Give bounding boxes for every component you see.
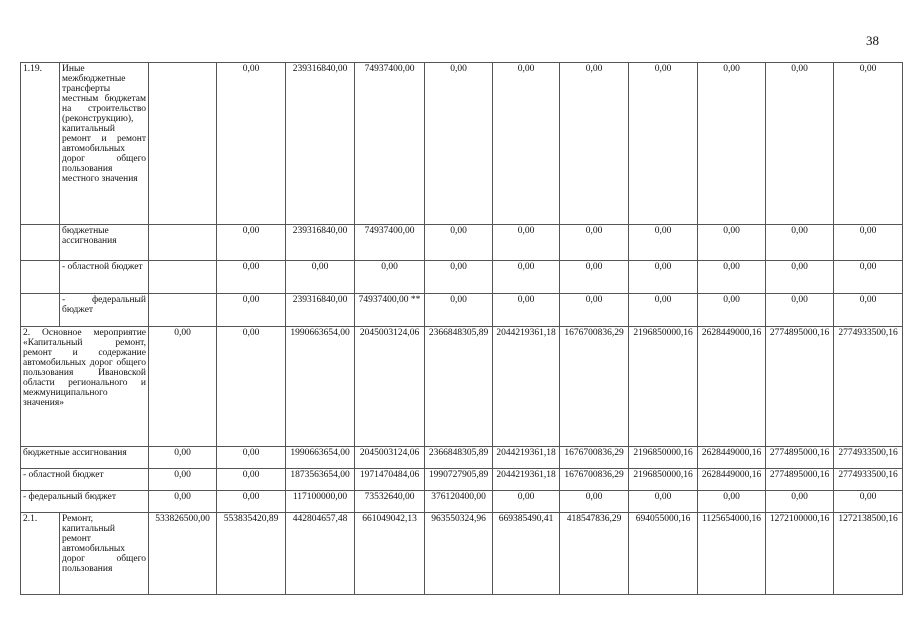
value-cell: 1272100000,16 <box>766 513 834 595</box>
value-cell: 0,00 <box>560 261 629 294</box>
value-cell: 1971470484,06 <box>355 469 425 491</box>
value-cell: 0,00 <box>493 261 560 294</box>
value-cell: 2044219361,18 <box>493 469 560 491</box>
table-row <box>21 261 903 294</box>
value-cell: 2628449000,16 <box>698 469 766 491</box>
value-cell: 533826500,00 <box>149 513 217 595</box>
value-cell: 442804657,48 <box>286 513 355 595</box>
row-heading: - федеральный бюджет <box>21 491 149 513</box>
value-cell: 418547836,29 <box>560 513 629 595</box>
row-heading: - областной бюджет <box>21 469 149 491</box>
value-cell: 74937400,00 <box>355 63 425 225</box>
value-cell: 0,00 <box>834 491 903 513</box>
value-cell: 1125654000,16 <box>698 513 766 595</box>
value-cell: 2045003124,06 <box>355 327 425 447</box>
value-cell <box>149 225 217 261</box>
value-cell: 0,00 <box>217 294 286 327</box>
value-cell: 73532640,00 <box>355 491 425 513</box>
value-cell: 0,00 <box>698 225 766 261</box>
value-cell: 2196850000,16 <box>629 469 698 491</box>
table-row <box>21 294 903 327</box>
row-number: 1.19. <box>21 63 60 225</box>
value-cell: 0,00 <box>217 447 286 469</box>
value-cell: 0,00 <box>560 225 629 261</box>
value-cell: 2774895000,16 <box>766 447 834 469</box>
value-cell: 1990663654,00 <box>286 447 355 469</box>
value-cell: 0,00 <box>217 469 286 491</box>
row-name: - областной бюджет <box>60 261 149 294</box>
value-cell: 2774895000,16 <box>766 469 834 491</box>
value-cell: 0,00 <box>834 294 903 327</box>
value-cell: 0,00 <box>425 225 493 261</box>
value-cell: 0,00 <box>834 261 903 294</box>
row-heading: 2. Основное мероприятие «Капитальный ремонт, ремонт и содержание автомобильных дорог общего пользования Ивановской области регионального и межмуниципального значения» <box>21 327 149 447</box>
value-cell: 74937400,00 <box>355 225 425 261</box>
value-cell: 0,00 <box>766 63 834 225</box>
value-cell: 0,00 <box>834 225 903 261</box>
value-cell: 0,00 <box>629 63 698 225</box>
value-cell: 553835420,89 <box>217 513 286 595</box>
value-cell: 2628449000,16 <box>698 327 766 447</box>
value-cell: 0,00 <box>286 261 355 294</box>
value-cell: 0,00 <box>217 327 286 447</box>
value-cell: 0,00 <box>217 261 286 294</box>
table-row <box>21 469 903 491</box>
value-cell: 117100000,00 <box>286 491 355 513</box>
value-cell: 1873563654,00 <box>286 469 355 491</box>
table-row <box>21 513 903 595</box>
value-cell: 0,00 <box>629 261 698 294</box>
value-cell: 0,00 <box>217 491 286 513</box>
value-cell: 1990727905,89 <box>425 469 493 491</box>
row-name: Иные межбюджетные трансферты местным бюджетам на строительство (реконструкцию), капитальный ремонт и ремонт автомобильных дорог общего пользования местного значения <box>60 63 149 225</box>
value-cell: 0,00 <box>629 491 698 513</box>
value-cell: 2774933500,16 <box>834 327 903 447</box>
row-name: - федеральный бюджет <box>60 294 149 327</box>
table-row <box>21 447 903 469</box>
value-cell: 1272138500,16 <box>834 513 903 595</box>
value-cell: 0,00 <box>149 327 217 447</box>
value-cell: 0,00 <box>698 294 766 327</box>
page-number: 38 <box>866 33 879 48</box>
value-cell <box>149 294 217 327</box>
value-cell <box>149 261 217 294</box>
value-cell: 0,00 <box>355 261 425 294</box>
value-cell: 0,00 <box>560 294 629 327</box>
value-cell: 2196850000,16 <box>629 327 698 447</box>
value-cell: 0,00 <box>493 63 560 225</box>
value-cell: 1676700836,29 <box>560 447 629 469</box>
value-cell: 0,00 <box>493 294 560 327</box>
value-cell: 0,00 <box>493 225 560 261</box>
value-cell: 0,00 <box>834 63 903 225</box>
row-number <box>21 225 60 261</box>
value-cell: 0,00 <box>698 491 766 513</box>
value-cell <box>149 63 217 225</box>
table-row <box>21 225 903 261</box>
value-cell: 0,00 <box>560 63 629 225</box>
value-cell: 0,00 <box>698 261 766 294</box>
table-row <box>21 63 903 225</box>
value-cell: 2196850000,16 <box>629 447 698 469</box>
value-cell: 0,00 <box>629 294 698 327</box>
value-cell: 74937400,00 ** <box>355 294 425 327</box>
value-cell: 0,00 <box>425 261 493 294</box>
row-number: 2.1. <box>21 513 60 595</box>
value-cell: 2774895000,16 <box>766 327 834 447</box>
row-number <box>21 261 60 294</box>
value-cell: 239316840,00 <box>286 225 355 261</box>
value-cell: 661049042,13 <box>355 513 425 595</box>
value-cell: 0,00 <box>149 469 217 491</box>
value-cell: 0,00 <box>149 491 217 513</box>
value-cell: 2044219361,18 <box>493 447 560 469</box>
value-cell: 0,00 <box>766 225 834 261</box>
value-cell: 669385490,41 <box>493 513 560 595</box>
value-cell: 0,00 <box>698 63 766 225</box>
value-cell: 2044219361,18 <box>493 327 560 447</box>
budget-table <box>20 62 903 595</box>
value-cell: 2774933500,16 <box>834 469 903 491</box>
value-cell: 0,00 <box>629 225 698 261</box>
value-cell: 2628449000,16 <box>698 447 766 469</box>
value-cell: 2366848305,89 <box>425 327 493 447</box>
value-cell: 2366848305,89 <box>425 447 493 469</box>
value-cell: 1676700836,29 <box>560 469 629 491</box>
row-number <box>21 294 60 327</box>
value-cell: 239316840,00 <box>286 63 355 225</box>
row-name: Ремонт, капитальный ремонт автомобильных дорог общего пользования <box>60 513 149 595</box>
table-row <box>21 327 903 447</box>
value-cell: 2774933500,16 <box>834 447 903 469</box>
value-cell: 0,00 <box>766 261 834 294</box>
value-cell: 0,00 <box>766 294 834 327</box>
value-cell: 963550324,96 <box>425 513 493 595</box>
value-cell: 0,00 <box>425 63 493 225</box>
value-cell: 376120400,00 <box>425 491 493 513</box>
table-row <box>21 491 903 513</box>
value-cell: 1676700836,29 <box>560 327 629 447</box>
value-cell: 0,00 <box>425 294 493 327</box>
value-cell: 0,00 <box>766 491 834 513</box>
row-name: бюджетные ассигнования <box>60 225 149 261</box>
value-cell: 0,00 <box>217 225 286 261</box>
value-cell: 694055000,16 <box>629 513 698 595</box>
value-cell: 0,00 <box>493 491 560 513</box>
value-cell: 1990663654,00 <box>286 327 355 447</box>
row-heading: бюджетные ассигнования <box>21 447 149 469</box>
value-cell: 0,00 <box>560 491 629 513</box>
value-cell: 239316840,00 <box>286 294 355 327</box>
value-cell: 0,00 <box>217 63 286 225</box>
value-cell: 0,00 <box>149 447 217 469</box>
value-cell: 2045003124,06 <box>355 447 425 469</box>
